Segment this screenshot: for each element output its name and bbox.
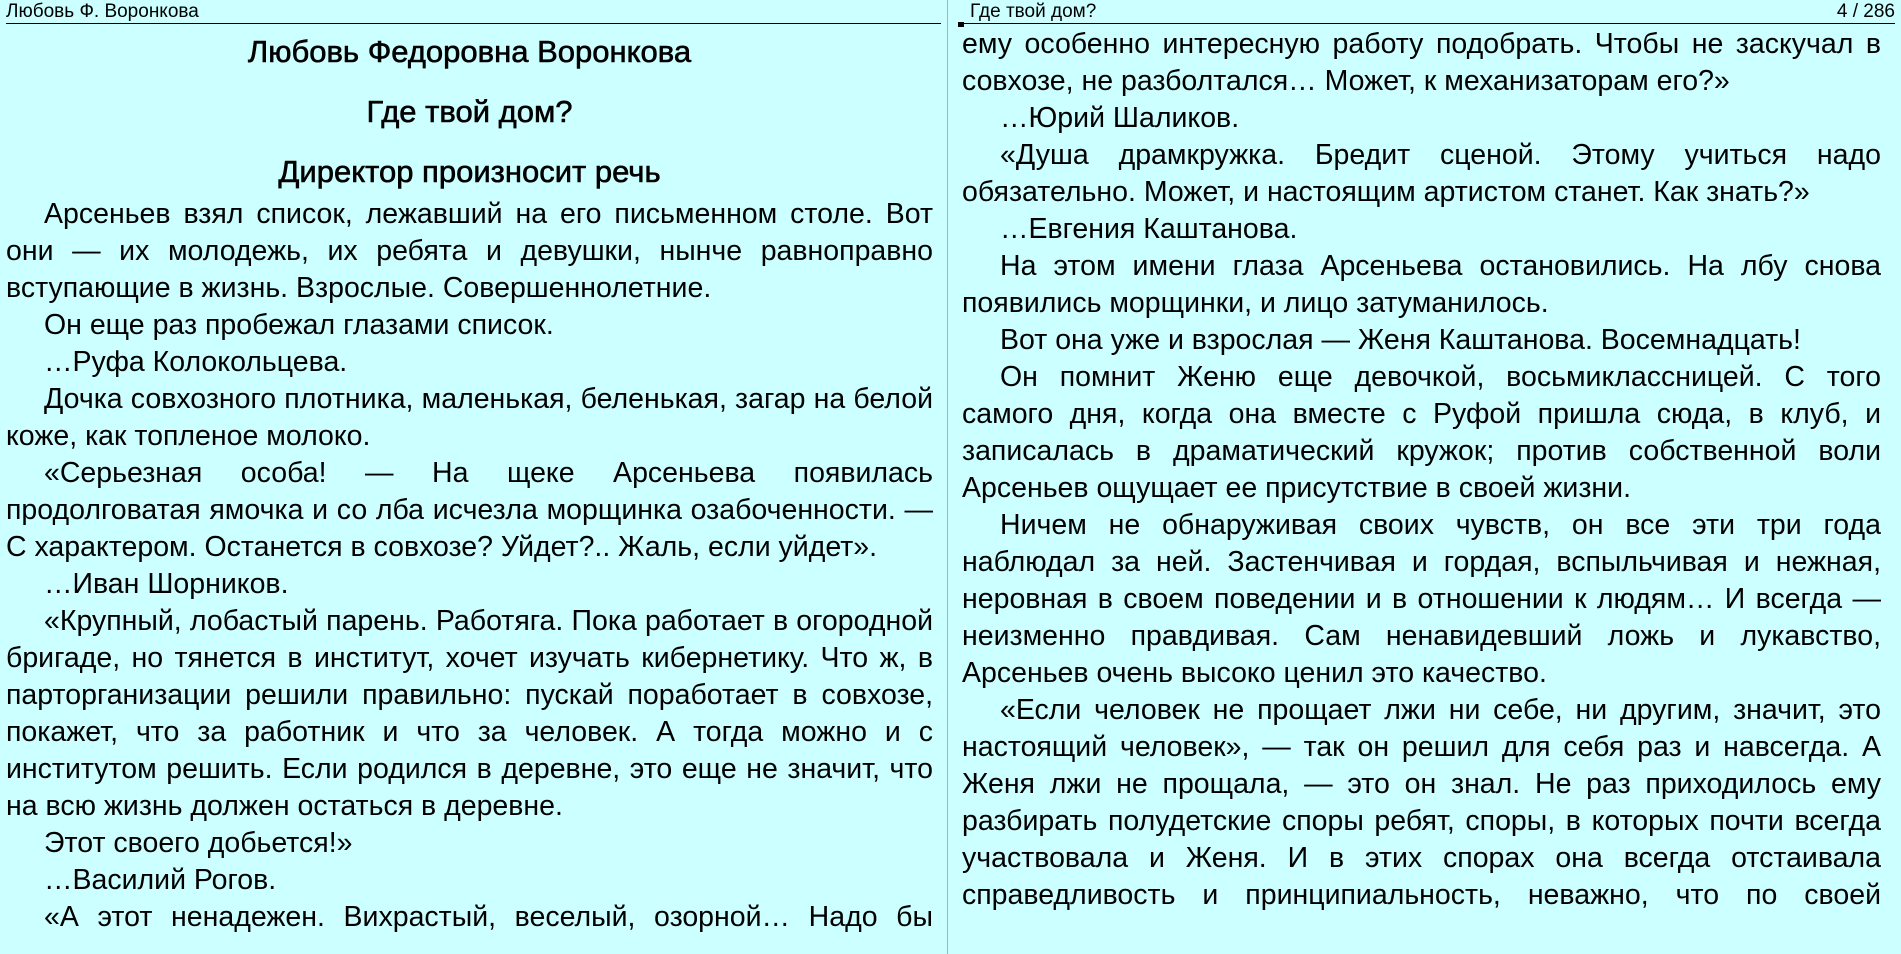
paragraph: Вот она уже и взрослая — Женя Каштанова. Восемнадцать! [1000,324,1801,356]
left-running-header [6,0,941,24]
paragraph: «Крупный, лобастый парень. Работяга. Пока работает в огородной бригаде, но тянется в институт, хочет изучать кибернетику. Что ж, в парторганизации решили правильно: пускай поработает в совхозе, покажет, что за работник и что за человек. А тогда можно и с институтом решить. Если родился в деревне, это еще не значит, что на всю жизнь должен остаться в деревне. [6,605,933,822]
header-author: Любовь Ф. Воронкова [6,1,199,22]
paragraph: …Руфа Колокольцева. [44,346,348,378]
paragraph: Арсеньев взял список, лежавший на его письменном столе. Вот они — их молодежь, их ребята и девушки, нынче равноправно вступающие в жизнь. Взрослые. Совершеннолетние. [6,198,933,304]
header-book-title: Где твой дом? [970,1,1097,22]
paragraph: …Василий Рогов. [44,864,277,896]
paragraph: На этом имени глаза Арсеньева остановились. На лбу снова появились морщинки, и лицо затуманилось. [962,250,1881,319]
paragraph: «Если человек не прощает лжи ни себе, ни другим, значит, это настоящий человек», — так он решил для себя раз и навсегда. А Женя лжи не прощала, — это он знал. Не раз приходилось ему разбирать полудетские споры ребят, споры, в которых почти всегда участвовала и Женя. И в этих спорах она всегда отстаивала справедливость и принципиальность, неважно, что по своей [962,694,1881,911]
paragraph: …Иван Шорников. [44,568,289,600]
left-page[interactable] [0,0,948,954]
right-page-text [948,24,1901,914]
paragraph: «Душа драмкружка. Бредит сценой. Этому учиться надо обязательно. Может, и настоящим артистом станет. Как знать?» [962,139,1881,208]
right-page[interactable] [948,0,1901,954]
left-page-text [0,24,947,936]
book-author-title: Любовь Федоровна Воронкова [247,34,692,69]
paragraph: «Серьезная особа! — На щеке Арсеньева появилась продолговатая ямочка и со лба исчезла морщинка озабоченности. — С характером. Останется в совхозе? Уйдет?.. Жаль, если уйдет». [6,457,933,563]
position-marker-icon [958,22,964,27]
chapter-title: Директор произносит речь [278,154,661,189]
paragraph: …Евгения Каштанова. [1000,213,1298,245]
paragraph: Этот своего добьется!» [44,827,353,859]
page-counter: 4 / 286 [1836,1,1895,22]
paragraph: Он еще раз пробежал глазами список. [44,309,554,341]
paragraph: …Юрий Шаликов. [1000,102,1240,134]
paragraph: Дочка совхозного плотника, маленькая, беленькая, загар на белой коже, как топленое молоко. [6,383,933,452]
paragraph: «А этот ненадежен. Вихрастый, веселый, озорной… Надо бы [44,901,933,933]
right-running-header [962,0,1895,24]
paragraph: Он помнит Женю еще девочкой, восьмиклассницей. С того самого дня, когда она вместе с Руфой пришла сюда, в клуб, и записалась в драматический кружок; против собственной воли Арсеньев ощущает ее присутствие в своей жизни. [962,361,1881,504]
book-title: Где твой дом? [366,94,573,129]
paragraph: ему особенно интересную работу подобрать. Чтобы не заскучал в совхозе, не разболтался… Может, к механизаторам его?» [962,28,1881,97]
paragraph: Ничем не обнаруживая своих чувств, он все эти три года наблюдал за ней. Застенчивая и гордая, вспыльчивая и нежная, неровная в своем поведении и в отношении к людям… И всегда — неизменно правдивая. Сам ненавидевший ложь и лукавство, Арсеньев очень высоко ценил это качество. [962,509,1881,689]
